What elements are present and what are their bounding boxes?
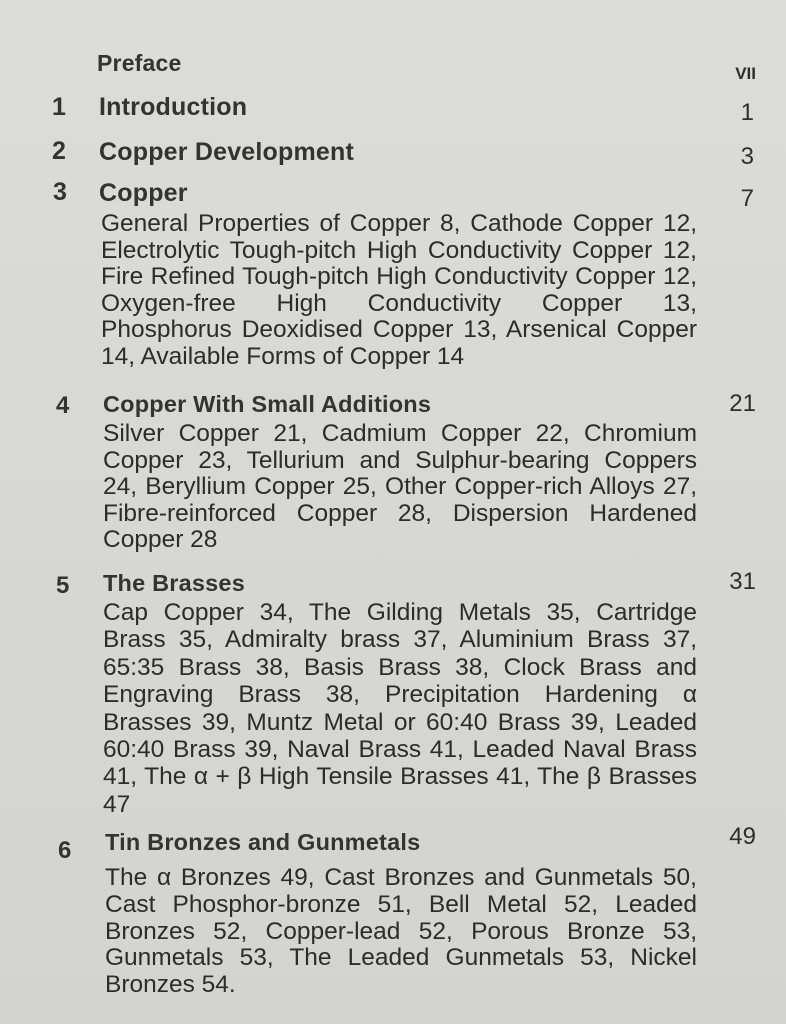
chapter-title: The Brasses (103, 570, 245, 596)
chapter-title: Copper With Small Additions (103, 391, 432, 417)
chapter-number: 5 (56, 572, 70, 599)
chapter-page-number: 49 (729, 823, 756, 850)
chapter-page-number: 31 (729, 568, 756, 595)
preface-page-number: VII (735, 64, 756, 83)
chapter-sections: The α Bronzes 49, Cast Bronzes and Gunmetals 50, Cast Phosphor-bronze 51, Bell Metal 52, Leaded Bronzes 52, Copper-lead 52, Porous Bronze 53, Gunmetals 53, The Leaded Gunmetals 53, Nickel Bronzes 54. (105, 864, 697, 999)
chapter-number: 3 (53, 178, 67, 206)
chapter-title: Copper (99, 179, 188, 207)
preface-title: Preface (97, 50, 182, 76)
chapter-title: Tin Bronzes and Gunmetals (105, 829, 421, 855)
chapter-title: Copper Development (99, 138, 355, 166)
chapter-page-number: 7 (740, 185, 754, 212)
chapter-page-number: 3 (740, 143, 754, 170)
chapter-page-number: 1 (740, 99, 754, 126)
chapter-number: 6 (58, 837, 72, 864)
chapter-number: 4 (56, 392, 70, 419)
chapter-sections: General Properties of Copper 8, Cathode Copper 12, Electrolytic Tough-pitch High Conductivity Copper 12, Fire Refined Tough-pitch High Conductivity Copper 12, Oxygen-free High Conductivity Copper 13, Phosphorus Deoxidised Copper 13, Arsenical Copper 14, Available Forms of Copper 14 (101, 210, 697, 370)
chapter-title: Introduction (99, 93, 248, 121)
chapter-number: 1 (52, 93, 66, 121)
chapter-number: 2 (52, 137, 66, 165)
chapter-sections: Cap Copper 34, The Gilding Metals 35, Cartridge Brass 35, Admiralty brass 37, Aluminium Brass 37, 65:35 Brass 38, Basis Brass 38, Clock Brass and Engraving Brass 38, Precipitation Hardening α Brasses 39, Muntz Metal or 60:40 Brass 39, Leaded 60:40 Brass 39, Naval Brass 41, Leaded Naval Brass 41, The α + β High Tensile Brasses 41, The β Brasses 47 (103, 599, 697, 818)
chapter-sections: Silver Copper 21, Cadmium Copper 22, Chromium Copper 23, Tellurium and Sulphur-bearing Coppers 24, Beryllium Copper 25, Other Copper-rich Alloys 27, Fibre-reinforced Copper 28, Dispersion Hardened Copper 28 (103, 420, 697, 554)
chapter-page-number: 21 (729, 390, 756, 417)
